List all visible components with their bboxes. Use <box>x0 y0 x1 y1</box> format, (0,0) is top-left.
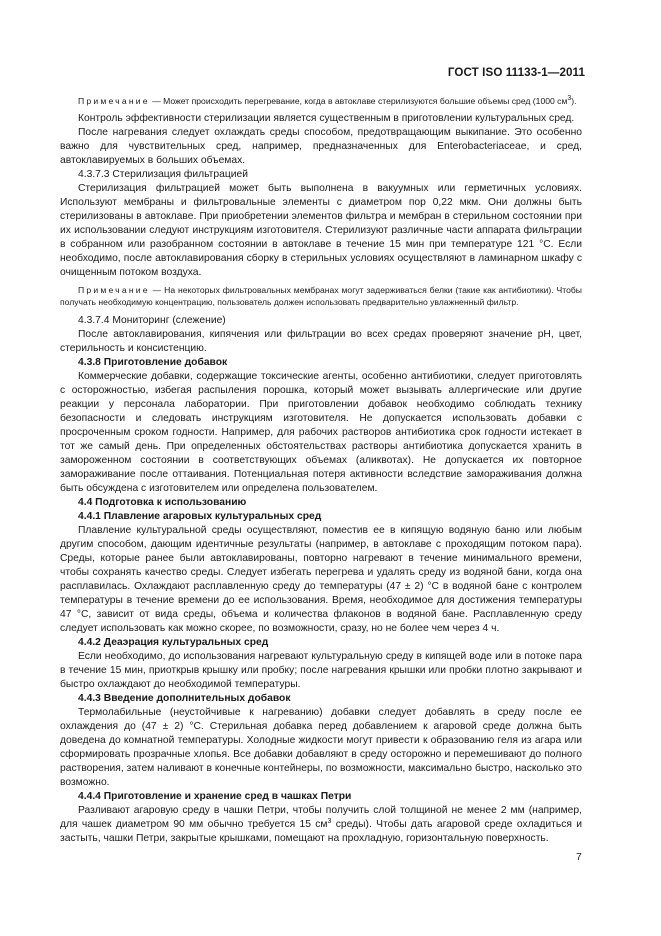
paragraph-petri-dishes <box>60 804 582 846</box>
document-code-header: ГОСТ ISO 11133-1—2011 <box>447 66 585 79</box>
page-content <box>60 95 582 846</box>
heading-4-4-4: 4.4.4 Приготовление и хранение сред в чашках Петри <box>78 790 352 802</box>
paragraph-filtration: Стерилизация фильтрацией может быть выполнена в вакуумных или герметичных условиях. Используют мембраны и фильтровальные элементы с диаметром пор 0,22 мкм. Они должны быть стерилизованы в автоклаве. При приобретении элементов фильтра и мембран в стерильном состоянии при их использовании следуют инструкциям изготовителя. Стерилизуют различные части аппарата фильтрации в собранном или разобранном состоянии в автоклаве в течение 15 мин при температуре 121 °С. Если необходимо, после автоклавирования сборку в стерильных условиях осуществляют в ламинарном шкафу с очищенным потоком воздуха. <box>60 183 582 279</box>
note-superscript: 3 <box>567 95 572 102</box>
petri-text-start: Разливают агаровую среду в чашки Петри, чтобы получить слой толщиной не менее 2 мм (например, для чашек диаметром 90 мм обычно требуется 15 см <box>60 804 582 830</box>
note-text: — Может происходить перегревание, когда в автоклаве стерилизуются большие объемы сред (1000 см <box>149 96 568 106</box>
petri-superscript: 3 <box>327 817 332 825</box>
paragraph-supplements: Коммерческие добавки, содержащие токсические агенты, особенно антибиотики, следует приготовлять с осторожностью, избегая распыления порошка, который может вызывать аллергические или другие реакции у персонала лаборатории. При приготовлении добавок необходимо соблюдать технику безопасности и следовать инструкциям изготовителя. Не допускается использовать добавки с просроченным сроком годности. Например, для рабочих растворов антибиотика срок годности истекает в тот же самый день. При определенных обстоятельствах растворы антибиотика допускается хранить в замороженном состоянии в соответствующих объемах (аликвотах). Не допускается их повторное замораживание после оттаивания. Потенциальная потеря активности вследствие замораживания должна быть обсуждена с изготовителем или определена пользователем. <box>60 370 582 494</box>
heading-4-3-7-4: 4.3.7.4 Мониторинг (слежение) <box>78 314 226 326</box>
note-text: — На некоторых фильтровальных мембранах могут задерживаться белки (такие как антибиотики). Чтобы получать необходимую концентрацию, пользователь должен использовать предварительно увлажненный фильтр. <box>60 285 582 308</box>
petri-text-end: среды). Чтобы дать агаровой среде охладиться и застыть, чашки Петри, закрытые крышками, помещают на прохладную, горизонтальную поверхность. <box>60 818 582 844</box>
heading-4-4-1: 4.4.1 Плавление агаровых культуральных сред <box>78 510 322 522</box>
heading-4-4-3: 4.4.3 Введение дополнительных добавок <box>78 692 291 704</box>
note-text-end: ). <box>571 96 577 106</box>
page-number: 7 <box>576 852 582 863</box>
paragraph-monitoring: После автоклавирования, кипячения или фильтрации во всех средах проверяют значение рН, цвет, стерильность и консистенцию. <box>60 328 582 354</box>
heading-4-3-7-3: 4.3.7.3 Стерилизация фильтрацией <box>78 169 248 181</box>
heading-4-4: 4.4 Подготовка к использованию <box>78 496 247 508</box>
note-label: Примечание <box>78 285 150 296</box>
paragraph-additives: Термолабильные (неустойчивые к нагреванию) добавки следует добавлять в среду после ее охлаждения до (47 ± 2) °С. Стерильная добавка перед добавлением к агаровой среде должна быть доведена до комнатной температуры. Холодные жидкости могут привести к образованию геля из агара или сформировать прозрачные хлопья. Все добавки добавляют в среду осторожно и перемешивают до полного растворения, затем наливают в конечные контейнеры, по возможности, максимально быстро, насколько это возможно. <box>60 706 582 788</box>
heading-4-3-8: 4.3.8 Приготовление добавок <box>78 356 228 368</box>
heading-4-4-2: 4.4.2 Деаэрация культуральных сред <box>78 636 269 648</box>
paragraph-deaeration: Если необходимо, до использования нагревают культуральную среду в кипящей воде или в потоке пара в течение 15 мин, приоткрыв крышку или пробку; после нагревания крышки или пробки плотно закрывают и быстро охлаждают до необходимой температуры. <box>60 650 582 690</box>
paragraph-cooling: После нагревания следует охлаждать среды способом, предотвращающим выкипание. Это особенно важно для чувствительных сред, например, предназначенных для Enterobacteriaceae, и сред, автоклавируемых в больших объемах. <box>60 127 582 167</box>
paragraph-melting: Плавление культуральной среды осуществляют, поместив ее в кипящую водяную баню или любым другим способом, дающим идентичные результаты (например, в автоклаве с проходящим потоком пара). Среды, которые ранее были автоклавированы, повторно нагревают в течение минимального времени, чтобы сохранять качество среды. Следует избегать перегрева и удалять среду из водяной бани, когда она расплавилась. Охлаждают расплавленную среду до температуры (47 ± 2) °С в водяной бане с контролем температуры в течение времени до ее использования. Время, необходимое для достижения температуры 47 °С, зависит от вида среды, объема и количества флаконов в водяной бане. Расплавленную среду следует использовать как можно скорее, по возможности, сразу, но не более чем через 4 ч. <box>60 524 582 634</box>
note-membranes <box>60 284 582 308</box>
note-label: Примечание <box>78 96 150 106</box>
paragraph-sterilization-control: Контроль эффективности стерилизации является существенным в приготовлении культуральных сред. <box>78 113 575 125</box>
note-overheating <box>60 95 582 107</box>
